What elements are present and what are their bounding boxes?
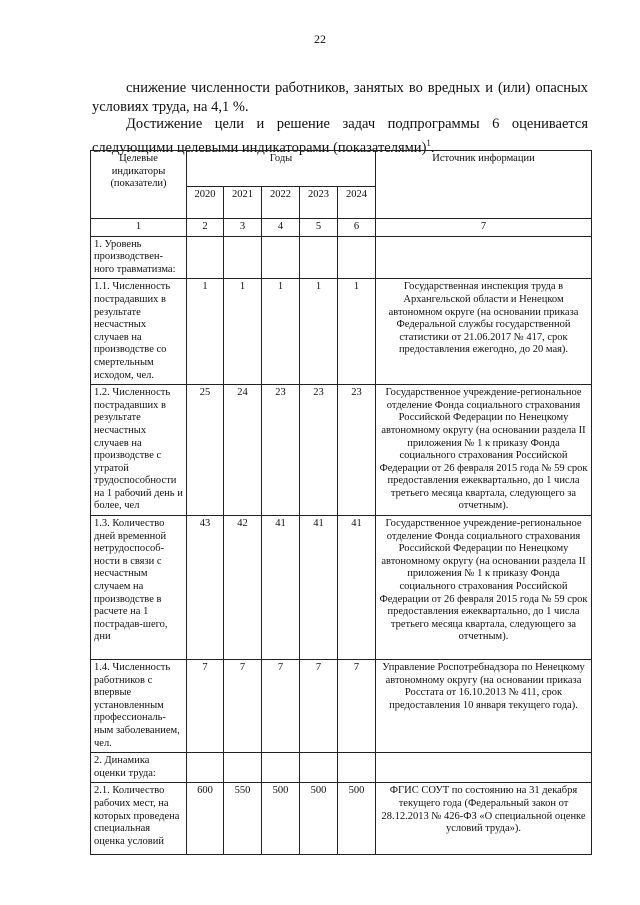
row-value-2023: 23 <box>300 385 338 516</box>
row-value-2024 <box>338 753 376 783</box>
table-row <box>91 236 592 279</box>
row-value-2023 <box>300 236 338 279</box>
table-row <box>91 516 592 660</box>
row-value-2021: 1 <box>224 279 262 385</box>
row-value-2024: 7 <box>338 660 376 753</box>
column-number-4: 4 <box>262 219 300 237</box>
page-number: 22 <box>314 32 326 46</box>
row-source: Управление Роспотребнадзора по Ненецкому автономному округу (на основании приказа Росстата от 16.10.2013 № 411, срок предоставления 10 января текущего года). <box>376 660 592 753</box>
header-year-2020: 2020 <box>187 187 224 219</box>
column-number-6: 6 <box>338 219 376 237</box>
row-value-2023: 1 <box>300 279 338 385</box>
table-row <box>91 279 592 385</box>
row-source: ФГИС СОУТ по состоянию на 31 декабря текущего года (Федеральный закон от 28.12.2013 № 426-ФЗ «О специальной оценке условий труда»). <box>376 783 592 855</box>
footnote-mark: 1 <box>426 137 431 148</box>
row-value-2020 <box>187 753 224 783</box>
header-year-2021: 2021 <box>224 187 262 219</box>
row-value-2022 <box>262 236 300 279</box>
row-indicator-name: 1.3. Количество дней временной нетрудоспособ-ности в связи с несчастным случаем на производстве в расчете на 1 пострадав-шего, дни <box>91 516 187 660</box>
row-value-2022: 7 <box>262 660 300 753</box>
row-indicator-name: 1. Уровень производствен-ного травматизма: <box>91 236 187 279</box>
header-source: Источник информации <box>376 151 592 219</box>
row-source <box>376 236 592 279</box>
row-value-2024: 1 <box>338 279 376 385</box>
table-row <box>91 385 592 516</box>
paragraph-1: снижение численности работников, занятых во вредных и (или) опасных условиях труда, на 4,1 %. <box>92 79 588 115</box>
row-indicator-name: 2. Динамика оценки труда: <box>91 753 187 783</box>
row-value-2023: 500 <box>300 783 338 855</box>
row-value-2020: 7 <box>187 660 224 753</box>
header-year-2024: 2024 <box>338 187 376 219</box>
row-indicator-name: 1.4. Численность работников с впервые установленным профессиональ-ным заболеванием, чел. <box>91 660 187 753</box>
row-value-2021 <box>224 236 262 279</box>
row-value-2022: 23 <box>262 385 300 516</box>
row-value-2023 <box>300 753 338 783</box>
row-value-2022: 41 <box>262 516 300 660</box>
row-source: Государственная инспекция труда в Архангельской области и Ненецком автономном округе (на основании приказа Федеральной службы государственной статистики от 21.06.2017 № 417, срок предоставления ежегодно, до 20 мая). <box>376 279 592 385</box>
header-year-2022: 2022 <box>262 187 300 219</box>
paragraph-2-text: Достижение цели и решение задач подпрограммы 6 оценивается следующими целевыми индикаторами (показателями) <box>92 115 588 156</box>
table-row <box>91 753 592 783</box>
row-value-2023: 7 <box>300 660 338 753</box>
row-value-2021: 42 <box>224 516 262 660</box>
row-indicator-name: 1.1. Численность пострадавших в результате несчастных случаев на производстве со смертельным исходом, чел. <box>91 279 187 385</box>
row-value-2020: 600 <box>187 783 224 855</box>
row-source <box>376 753 592 783</box>
row-value-2024 <box>338 236 376 279</box>
row-source: Государственное учреждение-региональное отделение Фонда социального страхования Российской Федерации по Ненецкому автономному округу (на основании раздела II приложения № 1 к приказу Фонда социального страхования Российской Федерации от 26 февраля 2015 года № 59 срок предоставления ежеквартально, до 1 числа третьего месяца квартала, следующего за отчетным). <box>376 385 592 516</box>
row-indicator-name: 1.2. Численность пострадавших в результате несчастных случаев на производстве с утратой трудоспособности на 1 рабочий день и более, чел <box>91 385 187 516</box>
row-value-2021: 7 <box>224 660 262 753</box>
indicators-table <box>90 150 592 855</box>
row-value-2020 <box>187 236 224 279</box>
row-value-2020: 43 <box>187 516 224 660</box>
row-value-2020: 1 <box>187 279 224 385</box>
column-number-5: 5 <box>300 219 338 237</box>
column-number-1: 1 <box>91 219 187 237</box>
row-value-2021 <box>224 753 262 783</box>
row-value-2020: 25 <box>187 385 224 516</box>
row-value-2024: 23 <box>338 385 376 516</box>
header-indicators: Целевые индикаторы (показатели) <box>91 151 187 219</box>
row-value-2024: 500 <box>338 783 376 855</box>
row-value-2022 <box>262 753 300 783</box>
row-value-2024: 41 <box>338 516 376 660</box>
row-value-2021: 24 <box>224 385 262 516</box>
column-number-2: 2 <box>187 219 224 237</box>
paragraph-2-end: . <box>430 139 435 156</box>
header-years: Годы <box>187 151 376 187</box>
header-year-2023: 2023 <box>300 187 338 219</box>
row-value-2022: 500 <box>262 783 300 855</box>
row-indicator-name: 2.1. Количество рабочих мест, на которых проведена специальная оценка условий <box>91 783 187 855</box>
table-row <box>91 660 592 753</box>
row-value-2023: 41 <box>300 516 338 660</box>
column-number-7: 7 <box>376 219 592 237</box>
row-value-2021: 550 <box>224 783 262 855</box>
table-row <box>91 783 592 855</box>
row-source: Государственное учреждение-региональное отделение Фонда социального страхования Российской Федерации по Ненецкому автономному округу (на основании раздела II приложения № 1 к приказу Фонда социального страхования Российской Федерации от 26 февраля 2015 года № 59 срок предоставления ежеквартально, до 1 числа третьего месяца квартала, следующего за отчетным). <box>376 516 592 660</box>
column-number-3: 3 <box>224 219 262 237</box>
row-value-2022: 1 <box>262 279 300 385</box>
